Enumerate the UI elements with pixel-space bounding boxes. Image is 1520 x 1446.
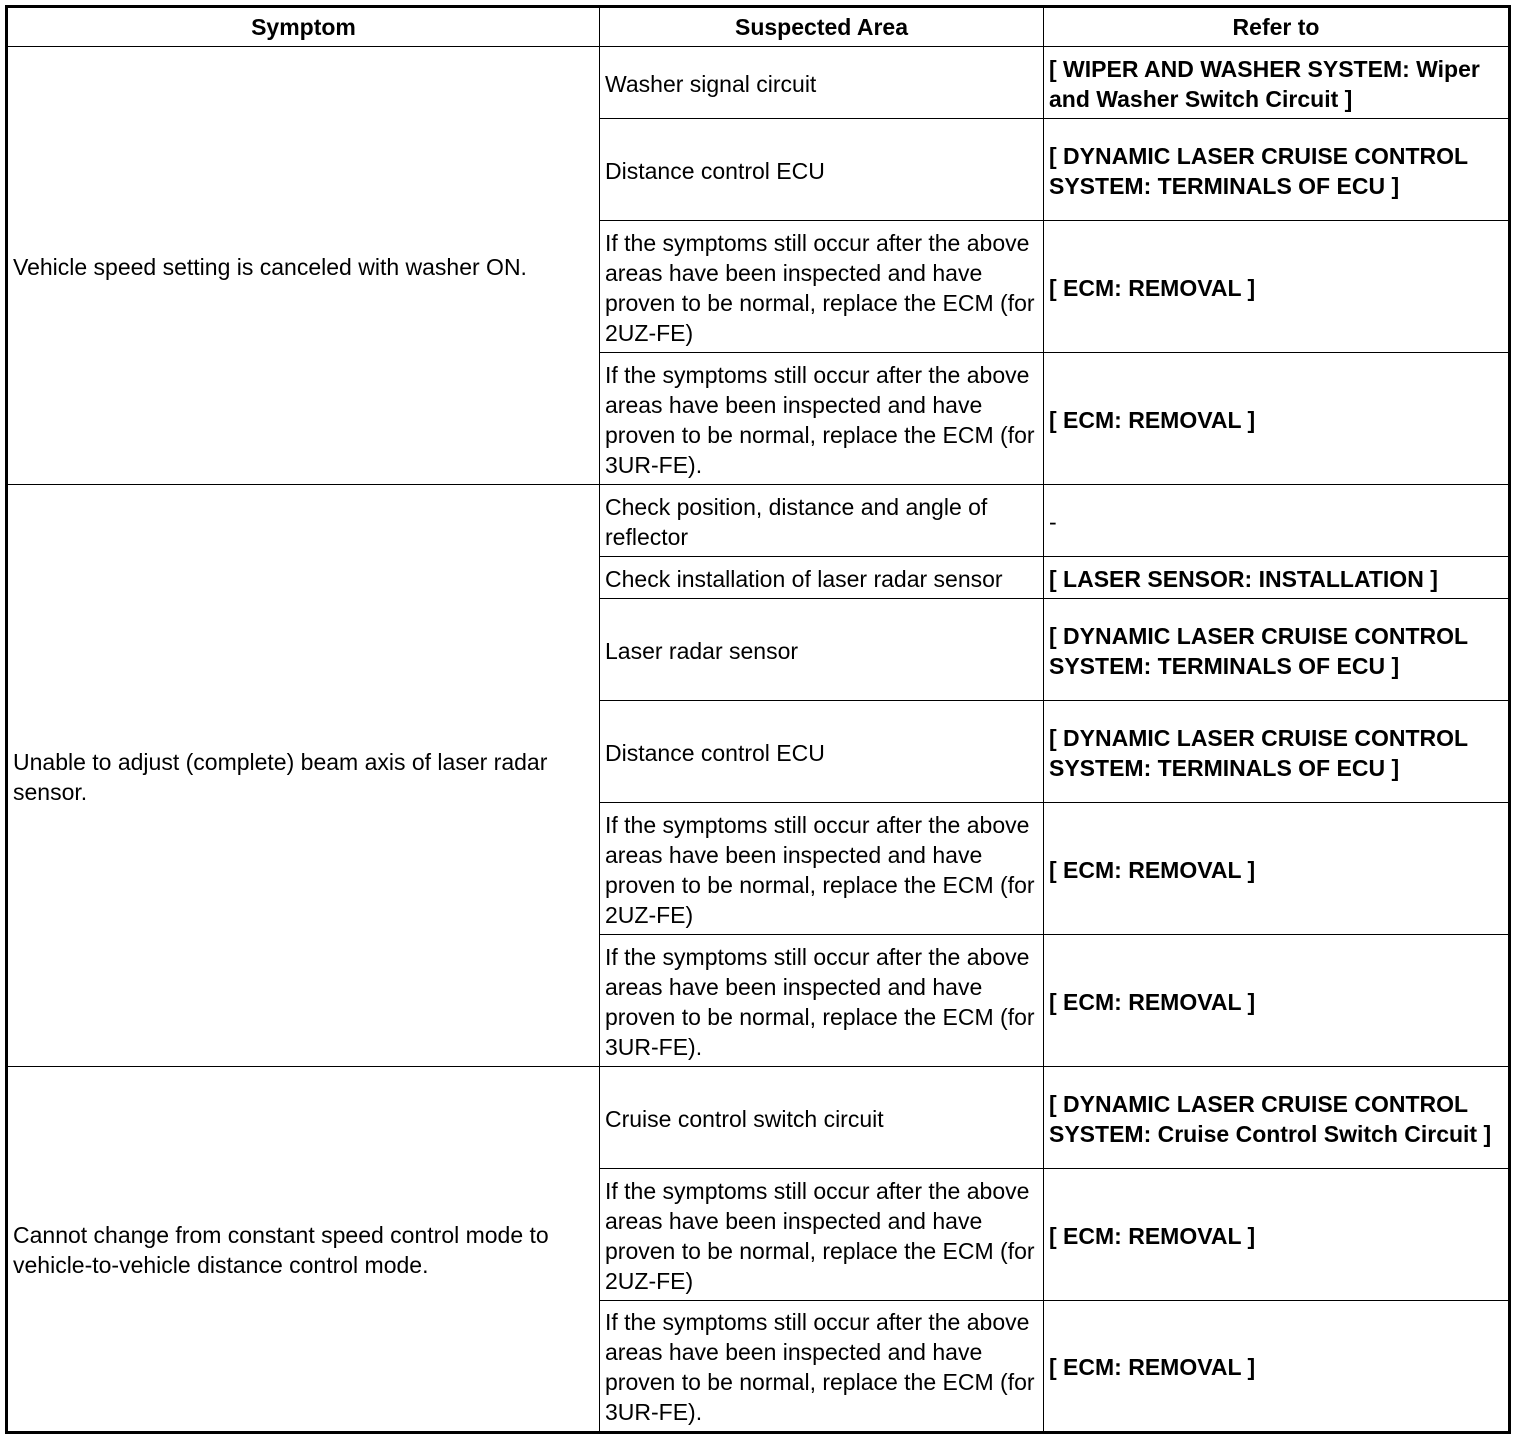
suspected-area-cell: If the symptoms still occur after the above areas have been inspected and have proven to be normal, replace the ECM (for 3UR-FE). xyxy=(600,935,1044,1067)
refer-to-link[interactable]: [ ECM: REMOVAL ] xyxy=(1044,1169,1510,1301)
suspected-area-cell: Laser radar sensor xyxy=(600,599,1044,701)
symptom-cell: Cannot change from constant speed control mode to vehicle-to-vehicle distance control mode. xyxy=(7,1067,600,1433)
refer-to-link[interactable]: [ WIPER AND WASHER SYSTEM: Wiper and Washer Switch Circuit ] xyxy=(1044,47,1510,119)
symptom-cell: Vehicle speed setting is canceled with washer ON. xyxy=(7,47,600,485)
suspected-area-cell: If the symptoms still occur after the above areas have been inspected and have proven to be normal, replace the ECM (for 2UZ-FE) xyxy=(600,221,1044,353)
header-symptom: Symptom xyxy=(7,7,600,47)
refer-to-link[interactable]: [ DYNAMIC LASER CRUISE CONTROL SYSTEM: Cruise Control Switch Circuit ] xyxy=(1044,1067,1510,1169)
suspected-area-cell: Check position, distance and angle of reflector xyxy=(600,485,1044,557)
symptom-table xyxy=(5,5,1511,1434)
refer-to-link[interactable]: [ ECM: REMOVAL ] xyxy=(1044,221,1510,353)
refer-to-link[interactable]: [ ECM: REMOVAL ] xyxy=(1044,1301,1510,1433)
suspected-area-cell: Check installation of laser radar sensor xyxy=(600,557,1044,599)
header-suspected-area: Suspected Area xyxy=(600,7,1044,47)
suspected-area-cell: If the symptoms still occur after the above areas have been inspected and have proven to be normal, replace the ECM (for 2UZ-FE) xyxy=(600,1169,1044,1301)
suspected-area-cell: Distance control ECU xyxy=(600,701,1044,803)
refer-to-cell: - xyxy=(1044,485,1510,557)
refer-to-link[interactable]: [ ECM: REMOVAL ] xyxy=(1044,935,1510,1067)
suspected-area-cell: Distance control ECU xyxy=(600,119,1044,221)
refer-to-link[interactable]: [ LASER SENSOR: INSTALLATION ] xyxy=(1044,557,1510,599)
suspected-area-cell: Washer signal circuit xyxy=(600,47,1044,119)
table-row xyxy=(7,47,1510,119)
suspected-area-cell: If the symptoms still occur after the above areas have been inspected and have proven to be normal, replace the ECM (for 2UZ-FE) xyxy=(600,803,1044,935)
refer-to-link[interactable]: [ ECM: REMOVAL ] xyxy=(1044,803,1510,935)
header-row xyxy=(7,7,1510,47)
header-refer-to: Refer to xyxy=(1044,7,1510,47)
suspected-area-cell: If the symptoms still occur after the above areas have been inspected and have proven to be normal, replace the ECM (for 3UR-FE). xyxy=(600,1301,1044,1433)
table-row xyxy=(7,485,1510,557)
table-row xyxy=(7,1067,1510,1169)
suspected-area-cell: Cruise control switch circuit xyxy=(600,1067,1044,1169)
symptom-cell: Unable to adjust (complete) beam axis of laser radar sensor. xyxy=(7,485,600,1067)
refer-to-link[interactable]: [ ECM: REMOVAL ] xyxy=(1044,353,1510,485)
refer-to-link[interactable]: [ DYNAMIC LASER CRUISE CONTROL SYSTEM: TERMINALS OF ECU ] xyxy=(1044,701,1510,803)
refer-to-link[interactable]: [ DYNAMIC LASER CRUISE CONTROL SYSTEM: TERMINALS OF ECU ] xyxy=(1044,119,1510,221)
refer-to-link[interactable]: [ DYNAMIC LASER CRUISE CONTROL SYSTEM: TERMINALS OF ECU ] xyxy=(1044,599,1510,701)
suspected-area-cell: If the symptoms still occur after the above areas have been inspected and have proven to be normal, replace the ECM (for 3UR-FE). xyxy=(600,353,1044,485)
